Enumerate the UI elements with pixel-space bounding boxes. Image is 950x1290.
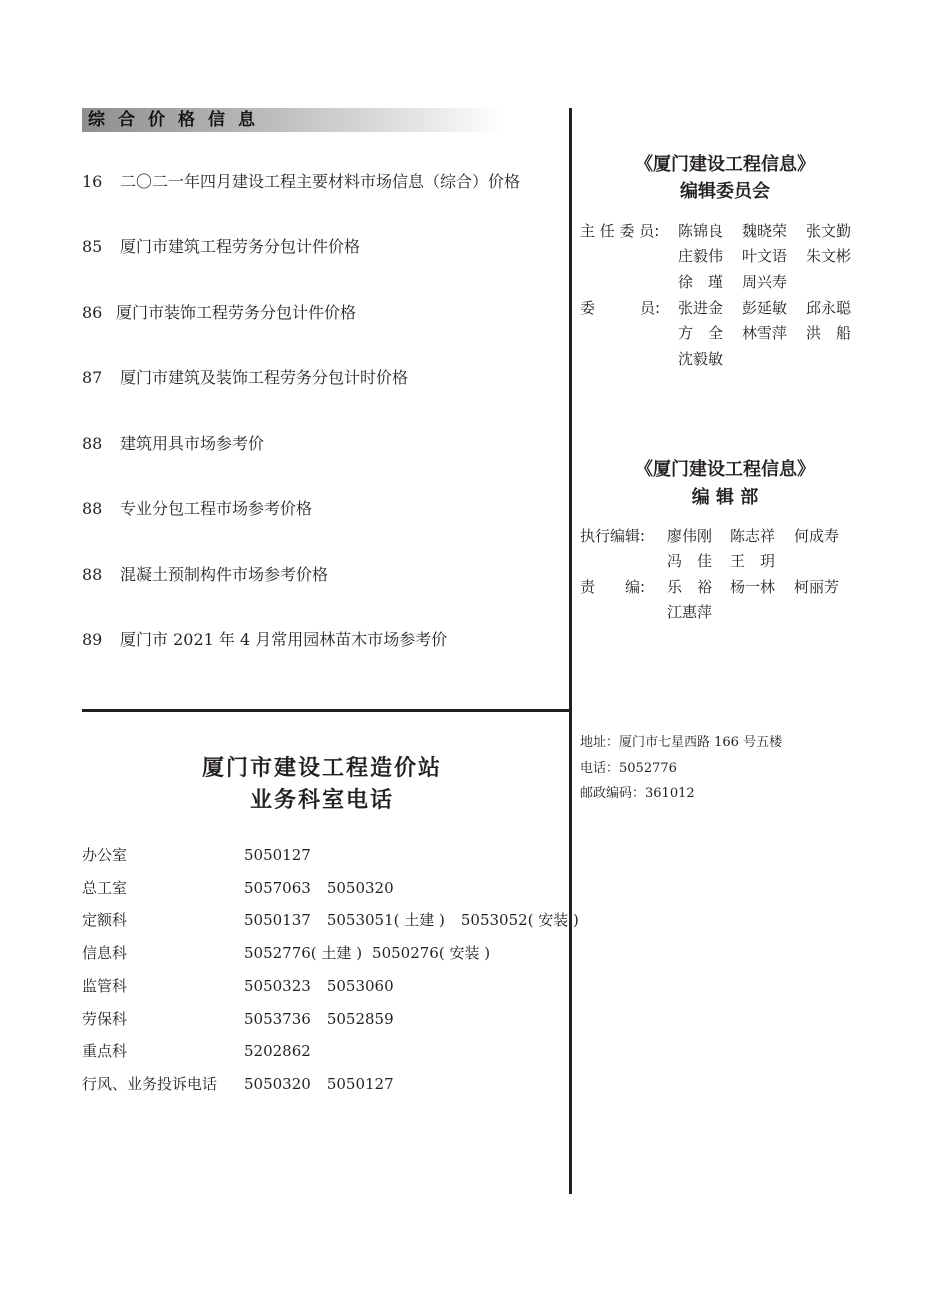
member-label: 委 员: [580,299,661,317]
toc-title: 厦门市 2021 年 4 月常用园林苗木市场参考价 [120,630,448,649]
vertical-divider [569,108,572,1194]
toc-item[interactable] [82,237,360,257]
exec-editor-label: 执行编辑: [580,527,646,545]
exec-editor-row [667,526,867,546]
person-name: 林雪萍 [742,324,788,342]
phone-number: 5050323 [244,977,311,995]
phone-number: 5057063 [244,879,311,897]
phone-number: 5050137 [244,911,311,929]
toc-item[interactable] [82,368,408,388]
toc-page-number: 88 [82,565,103,584]
phone-number: 5052776( 土建 ) [244,944,363,962]
member-row [678,349,868,369]
person-name: 廖伟刚 [667,527,713,545]
person-name: 周兴寿 [742,273,788,291]
toc-page-number: 88 [82,434,103,453]
phone-number: 5050127 [244,846,311,864]
phone-number: 5053051( 土建 ) [326,911,445,929]
section-header-title: 综合价格信息 [88,110,268,130]
contact-postcode: 邮政编码：361012 [580,786,695,801]
section-header-bar [82,108,502,132]
department-label: 重点科 [82,1042,128,1060]
person-name: 陈锦良 [678,222,724,240]
toc-title: 厦门市建筑工程劳务分包计件价格 [120,237,361,256]
person-name: 冯 佳 [667,552,713,570]
resp-editor-label: 责 编: [580,578,646,596]
director-row [678,246,868,266]
department-label: 行风、业务投诉电话 [82,1075,218,1093]
committee-title: 《厦门建设工程信息》 [635,154,815,175]
toc-page-number: 85 [82,237,103,256]
toc-title: 混凝土预制构件市场参考价格 [120,565,329,584]
phone-section-subtitle: 业务科室电话 [249,788,394,813]
person-name: 柯丽芳 [794,578,840,596]
phone-section-title: 厦门市建设工程造价站 [201,756,442,781]
exec-editor-row [667,551,867,571]
person-name: 何成寿 [794,527,840,545]
toc-title: 专业分包工程市场参考价格 [120,499,313,518]
toc-item[interactable] [82,499,312,519]
department-label: 信息科 [82,944,128,962]
horizontal-divider [82,709,571,712]
phone-number: 5053052( 安装 ) [460,911,579,929]
person-name: 彭延敏 [742,299,788,317]
department-label: 总工室 [82,879,128,897]
toc-page-number: 86 [82,303,103,322]
toc-page-number: 16 [82,172,103,191]
phone-number: 5053736 [244,1010,311,1028]
director-row [678,272,868,292]
toc-page-number: 87 [82,368,103,387]
department-label: 定额科 [82,911,128,929]
resp-editor-row [667,577,867,597]
resp-editor-row [667,602,867,622]
person-name: 沈毅敏 [678,350,724,368]
director-row [678,221,868,241]
toc-title: 厦门市装饰工程劳务分包计件价格 [116,303,357,322]
toc-page-number: 89 [82,630,103,649]
phone-number: 5050320 [326,879,394,897]
person-name: 庄毅伟 [678,247,724,265]
toc-item[interactable] [82,434,264,454]
phone-number: 5050320 [244,1075,311,1093]
phone-number: 5050127 [326,1075,394,1093]
toc-title: 厦门市建筑及装饰工程劳务分包计时价格 [120,368,409,387]
department-label: 监管科 [82,977,128,995]
person-name: 乐 裕 [667,578,713,596]
person-name: 杨一林 [730,578,776,596]
phone-number: 5052859 [326,1010,394,1028]
toc-item[interactable] [82,303,356,323]
toc-item[interactable] [82,172,520,192]
committee-subtitle: 编辑委员会 [680,181,770,202]
editorial-subtitle: 编 辑 部 [691,487,759,508]
person-name: 张进金 [678,299,724,317]
person-name: 朱文彬 [806,247,852,265]
phone-number: 5050276( 安装 ) [372,944,491,962]
person-name: 叶文语 [742,247,788,265]
contact-address: 地址：厦门市七星西路 166 号五楼 [580,735,783,750]
department-label: 办公室 [82,846,128,864]
director-label: 主 任 委 员: [580,222,660,240]
person-name: 洪 船 [806,324,852,342]
toc-item[interactable] [82,630,447,650]
toc-page-number: 88 [82,499,103,518]
person-name: 方 全 [678,324,724,342]
phone-number: 5202862 [244,1042,311,1060]
person-name: 王 玥 [730,552,776,570]
editorial-title: 《厦门建设工程信息》 [635,459,815,480]
person-name: 邱永聪 [806,299,852,317]
person-name: 江惠萍 [667,603,713,621]
member-row [678,323,868,343]
toc-title: 二〇二一年四月建设工程主要材料市场信息（综合）价格 [120,172,521,191]
toc-title: 建筑用具市场参考价 [120,434,265,453]
toc-item[interactable] [82,565,328,585]
member-row [678,298,868,318]
phone-number: 5053060 [326,977,394,995]
contact-phone: 电话：5052776 [580,761,677,776]
department-label: 劳保科 [82,1010,128,1028]
person-name: 张文勤 [806,222,852,240]
person-name: 陈志祥 [730,527,776,545]
person-name: 魏晓荣 [742,222,788,240]
person-name: 徐 瑾 [678,273,724,291]
